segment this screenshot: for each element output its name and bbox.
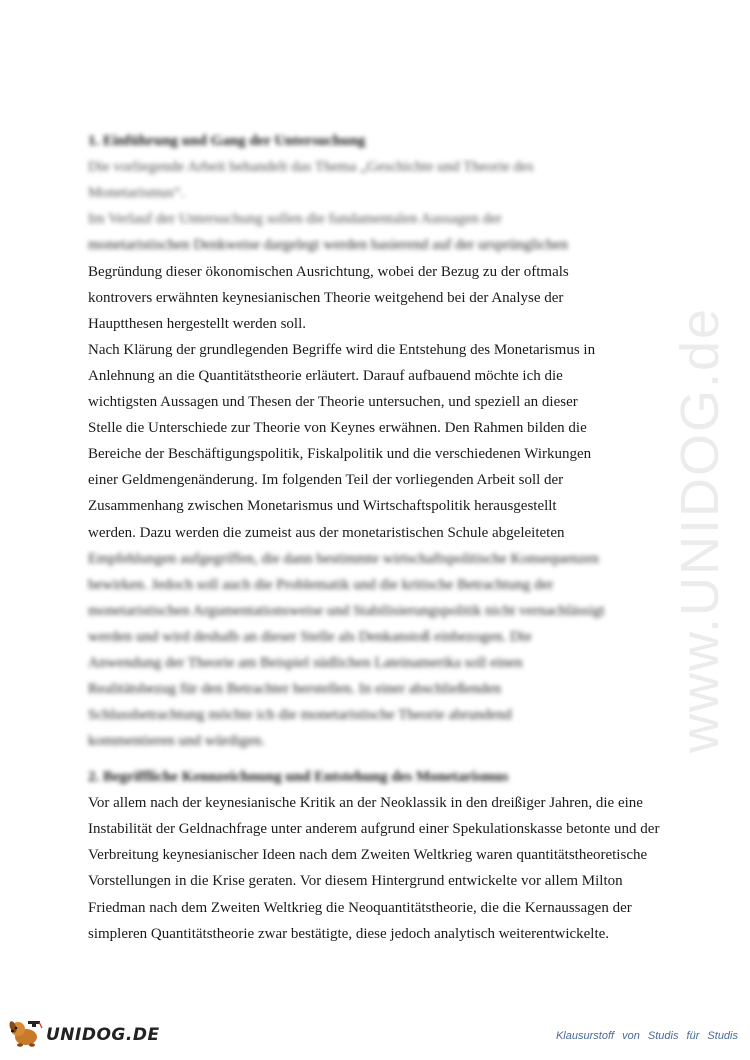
dog-mascot-icon: [6, 1018, 44, 1053]
paragraph-line: Begründung dieser ökonomischen Ausrichtung, wobei der Bezug zu der oftmals: [88, 264, 569, 280]
unidog-logo: [6, 1020, 166, 1050]
paragraph-line: kommentieren und würdigen.: [88, 733, 266, 749]
paragraph-line: Friedman nach dem Zweiten Weltkrieg die Neoquantitätstheorie, die die Kernaussagen der: [88, 900, 632, 916]
paragraph-line: Realitätsbezug für den Betrachter herstellen. In einer abschließenden: [88, 681, 502, 697]
paragraph-line: werden. Dazu werden die zumeist aus der monetaristischen Schule abgeleiteten: [88, 525, 565, 541]
paragraph-line: Hauptthesen hergestellt werden soll.: [88, 316, 306, 332]
paragraph-line: werden und wird deshalb an dieser Stelle als Denkanstoß einbezogen. Die: [88, 629, 532, 645]
paragraph-line: Im Verlauf der Untersuchung sollen die fundamentalen Aussagen der: [88, 211, 502, 227]
watermark: [650, 300, 750, 760]
paragraph-line: Anwendung der Theorie am Beispiel südlichen Lateinamerika soll einen: [88, 655, 523, 671]
logo-text: UNIDOG.DE: [46, 1025, 160, 1045]
paragraph-line: Vorstellungen in die Krise geraten. Vor diesem Hintergrund entwickelte vor allem Milton: [88, 873, 623, 889]
paragraph-line: Empfehlungen aufgegriffen, die dann bestimmte wirtschaftspolitische Konsequenzen: [88, 551, 599, 567]
section-1-heading: 1. Einführung und Gang der Untersuchung: [88, 133, 366, 149]
paragraph-line: Verbreitung keynesianischer Ideen nach dem Zweiten Weltkrieg waren quantitätstheoretische: [88, 847, 648, 863]
section-2-heading: 2. Begriffliche Kennzeichnung und Entstehung des Monetarismus: [88, 769, 509, 785]
paragraph-line: Zusammenhang zwischen Monetarismus und Wirtschaftspolitik herausgestellt: [88, 498, 557, 514]
paragraph-line: bewirken. Jedoch soll auch die Problematik und die kritische Betrachtung der: [88, 577, 554, 593]
watermark-text: www.UNIDOG.de: [670, 306, 730, 754]
footer-tagline: Klausurstoff von Studis für Studis: [555, 1030, 738, 1042]
paragraph-line: Stelle die Unterschiede zur Theorie von Keynes erwähnen. Den Rahmen bilden die: [88, 420, 587, 436]
paragraph-line: Nach Klärung der grundlegenden Begriffe wird die Entstehung des Monetarismus in: [88, 342, 596, 358]
paragraph-line: einer Geldmengenänderung. Im folgenden Teil der vorliegenden Arbeit soll der: [88, 472, 564, 488]
paragraph-line: simpleren Quantitätstheorie zwar bestätigte, diese jedoch analytisch weiterentwickelte.: [88, 926, 610, 942]
paragraph-line: Monetarismus“.: [88, 185, 185, 201]
paragraph-line: Vor allem nach der keynesianische Kritik an der Neoklassik in den dreißiger Jahren, die eine: [88, 795, 643, 811]
paragraph-line: Die vorliegende Arbeit behandelt das Thema „Geschichte und Theorie des: [88, 159, 534, 175]
paragraph-line: monetaristischen Argumentationsweise und Stabilisierungspolitik nicht vernachlässigt: [88, 603, 605, 619]
paragraph-line: wichtigsten Aussagen und Thesen der Theorie untersuchen, und speziell an dieser: [88, 394, 578, 410]
paragraph-line: Schlussbetrachtung möchte ich die monetaristische Theorie abrundend: [88, 707, 512, 723]
paragraph-line: kontrovers erwähnten keynesianischen Theorie weitgehend bei der Analyse der: [88, 290, 564, 306]
paragraph-line: Anlehnung an die Quantitätstheorie erläutert. Darauf aufbauend möchte ich die: [88, 368, 563, 384]
paragraph-line: Instabilität der Geldnachfrage unter anderem aufgrund einer Spekulationskasse betonte und der: [88, 821, 660, 837]
paragraph-line: monetaristischen Denkweise dargelegt werden basierend auf der ursprünglichen: [88, 237, 568, 253]
paragraph-line: Bereiche der Beschäftigungspolitik, Fiskalpolitik und die verschiedenen Wirkungen: [88, 446, 592, 462]
